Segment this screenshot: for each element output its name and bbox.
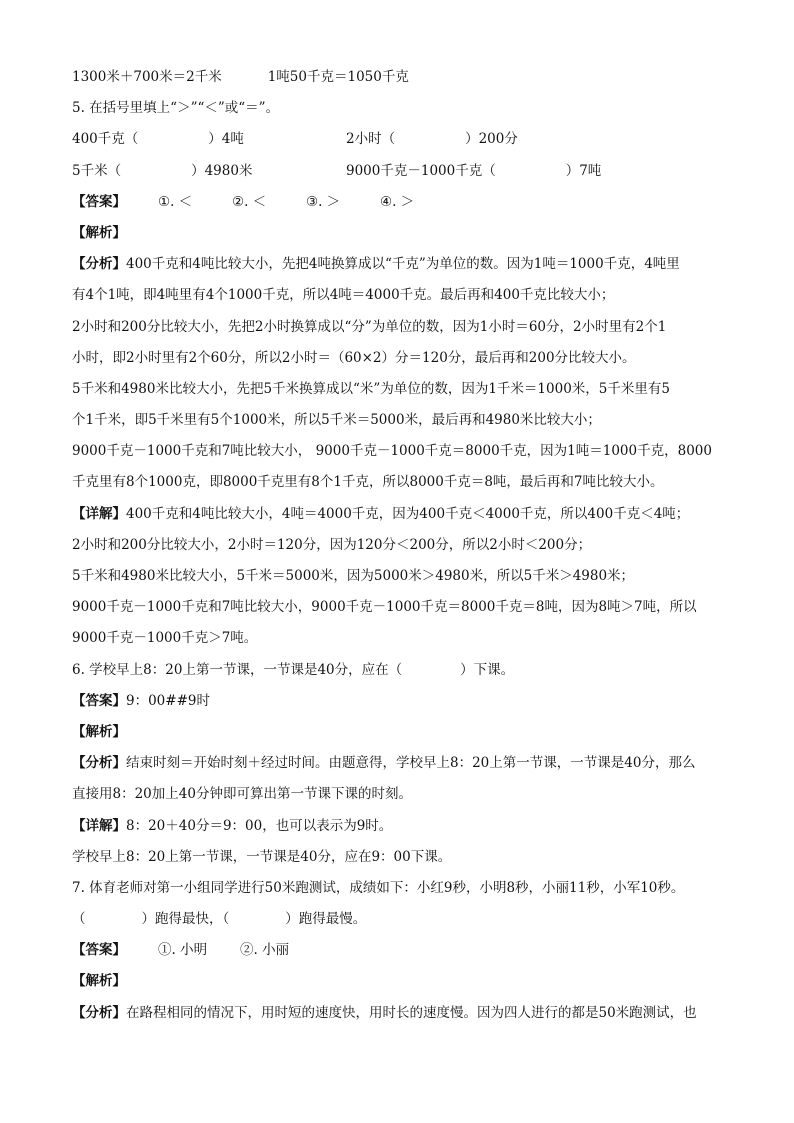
q5-item-4: 9000千克－1000千克（ ）7吨 <box>346 162 602 179</box>
q6-fenxi-line-1: 【分析】结束时刻＝开始时刻＋经过时间。由题意得，学校早上8：20上第一节课，一节课是40分，那么 <box>72 755 696 772</box>
q4-answer-line <box>72 62 732 93</box>
fenxi-tag: 【分析】 <box>72 755 126 772</box>
q5-xiangjie-line-3: 5千米和4980米比较大小，5千米＝5000米，因为5000米＞4980米，所以5千米＞4980米； <box>72 568 635 584</box>
q5-xiangjie-line-1: 【详解】400千克和4吨比较大小，4吨＝4000千克，因为400千克＜4000千克，所以400千克＜4吨； <box>72 505 690 522</box>
q5-item-3: 5千米（ ）4980米 <box>72 162 253 179</box>
q5-answer-4: ④. ＞ <box>380 193 415 210</box>
q4-left-equation: 1300米＋700米＝2千米 <box>72 69 222 85</box>
q7-fenxi-line-1: 【分析】在路程相同的情况下，用时短的速度快，用时长的速度慢。因为四人进行的都是50米跑测试，也 <box>72 1004 697 1021</box>
q5-fenxi-line-5: 5千米和4980米比较大小，先把5千米换算成以“米”为单位的数，因为1千米＝1000米，5千米里有5 <box>72 380 670 397</box>
q7-answer-2: ②. 小丽 <box>240 942 290 959</box>
q5-fenxi-line-6: 个1千米，即5千米里有5个1000米，所以5千米＝5000米，最后再和4980米比较大小； <box>72 412 601 429</box>
q5-xiangjie-line-2: 2小时和200分比较大小，2小时＝120分，因为120分＜200分，所以2小时＜200分； <box>72 536 592 553</box>
q5-answer <box>72 187 732 218</box>
q6-xiangjie-line-1: 【详解】8：20＋40分＝9：00，也可以表示为9时。 <box>72 817 393 834</box>
q5-answer-2: ②. ＜ <box>232 193 267 210</box>
q5-answer-3: ③. ＞ <box>306 193 341 210</box>
q5-item-2: 2小时（ ）200分 <box>346 131 518 148</box>
q6-analysis-tag: 【解析】 <box>72 723 126 740</box>
q6-fenxi-line-2: 直接用8：20加上40分钟即可算出第一节课下课的时刻。 <box>72 786 412 803</box>
q5-fenxi-line-8: 千克里有8个1000克，即8000千克里有8个1千克，所以8000千克＝8吨，最后再和7吨比较大小。 <box>72 474 664 491</box>
xiangjie-tag: 【详解】 <box>72 505 126 522</box>
q5-analysis-tag: 【解析】 <box>72 224 126 241</box>
q7-answer <box>72 935 732 966</box>
q4-right-equation: 1吨50千克＝1050千克 <box>267 69 409 85</box>
fenxi-tag: 【分析】 <box>72 256 126 273</box>
q5-fenxi-line-3: 2小时和200分比较大小，先把2小时换算成以“分”为单位的数，因为1小时＝60分，2小时里有2个1 <box>72 318 667 335</box>
xiangjie-tag: 【详解】 <box>72 817 126 834</box>
q6-answer-value: 9：00##9时 <box>126 692 210 709</box>
fenxi-tag: 【分析】 <box>72 1004 126 1021</box>
q5-xiangjie-line-5: 9000千克－1000千克＞7吨。 <box>72 630 258 647</box>
answer-tag: 【答案】 <box>72 692 126 709</box>
q5-fenxi-line-4: 小时，即2小时里有2个60分，所以2小时＝（60×2）分＝120分，最后再和200分比较大小。 <box>72 349 636 366</box>
answer-tag: 【答案】 <box>72 942 126 959</box>
q5-answer-1: ①. ＜ <box>158 193 193 210</box>
q7-stem-2: （ ）跑得最快，（ ）跑得最慢。 <box>72 911 367 928</box>
q5-item-1: 400千克（ ）4吨 <box>72 131 244 148</box>
answer-tag: 【答案】 <box>72 193 126 210</box>
q5-stem: 5. 在括号里填上“＞”“＜”或“＝”。 <box>72 100 280 117</box>
q7-stem: 7. 体育老师对第一小组同学进行50米跑测试，成绩如下：小红9秒，小明8秒，小丽11秒，小军10秒。 <box>72 879 685 896</box>
q5-fenxi-line-2: 有4个1吨，即4吨里有4个1000千克，所以4吨＝4000千克。最后再和400千克比较大小； <box>72 287 615 304</box>
q6-answer <box>72 686 732 717</box>
q5-row-1 <box>72 124 732 155</box>
q5-row-2 <box>72 156 732 187</box>
q6-stem: 6. 学校早上8：20上第一节课，一节课是40分，应在（ ）下课。 <box>72 661 515 678</box>
q5-xiangjie-line-4: 9000千克－1000千克和7吨比较大小，9000千克－1000千克＝8000千克＝8吨，因为8吨＞7吨，所以 <box>72 599 697 616</box>
q7-answer-1: ①. 小明 <box>158 942 208 959</box>
q5-fenxi-line-7: 9000千克－1000千克和7吨比较大小， 9000千克－1000千克＝8000千克，因为1吨＝1000千克，8000 <box>72 443 712 460</box>
q5-fenxi-line-1: 【分析】400千克和4吨比较大小，先把4吨换算成以“千克”为单位的数。因为1吨＝1000千克，4吨里 <box>72 256 680 273</box>
q7-analysis-tag: 【解析】 <box>72 973 126 990</box>
document-page <box>72 62 732 1029</box>
q6-xiangjie-line-2: 学校早上8：20上第一节课，一节课是40分，应在9：00下课。 <box>72 848 452 865</box>
